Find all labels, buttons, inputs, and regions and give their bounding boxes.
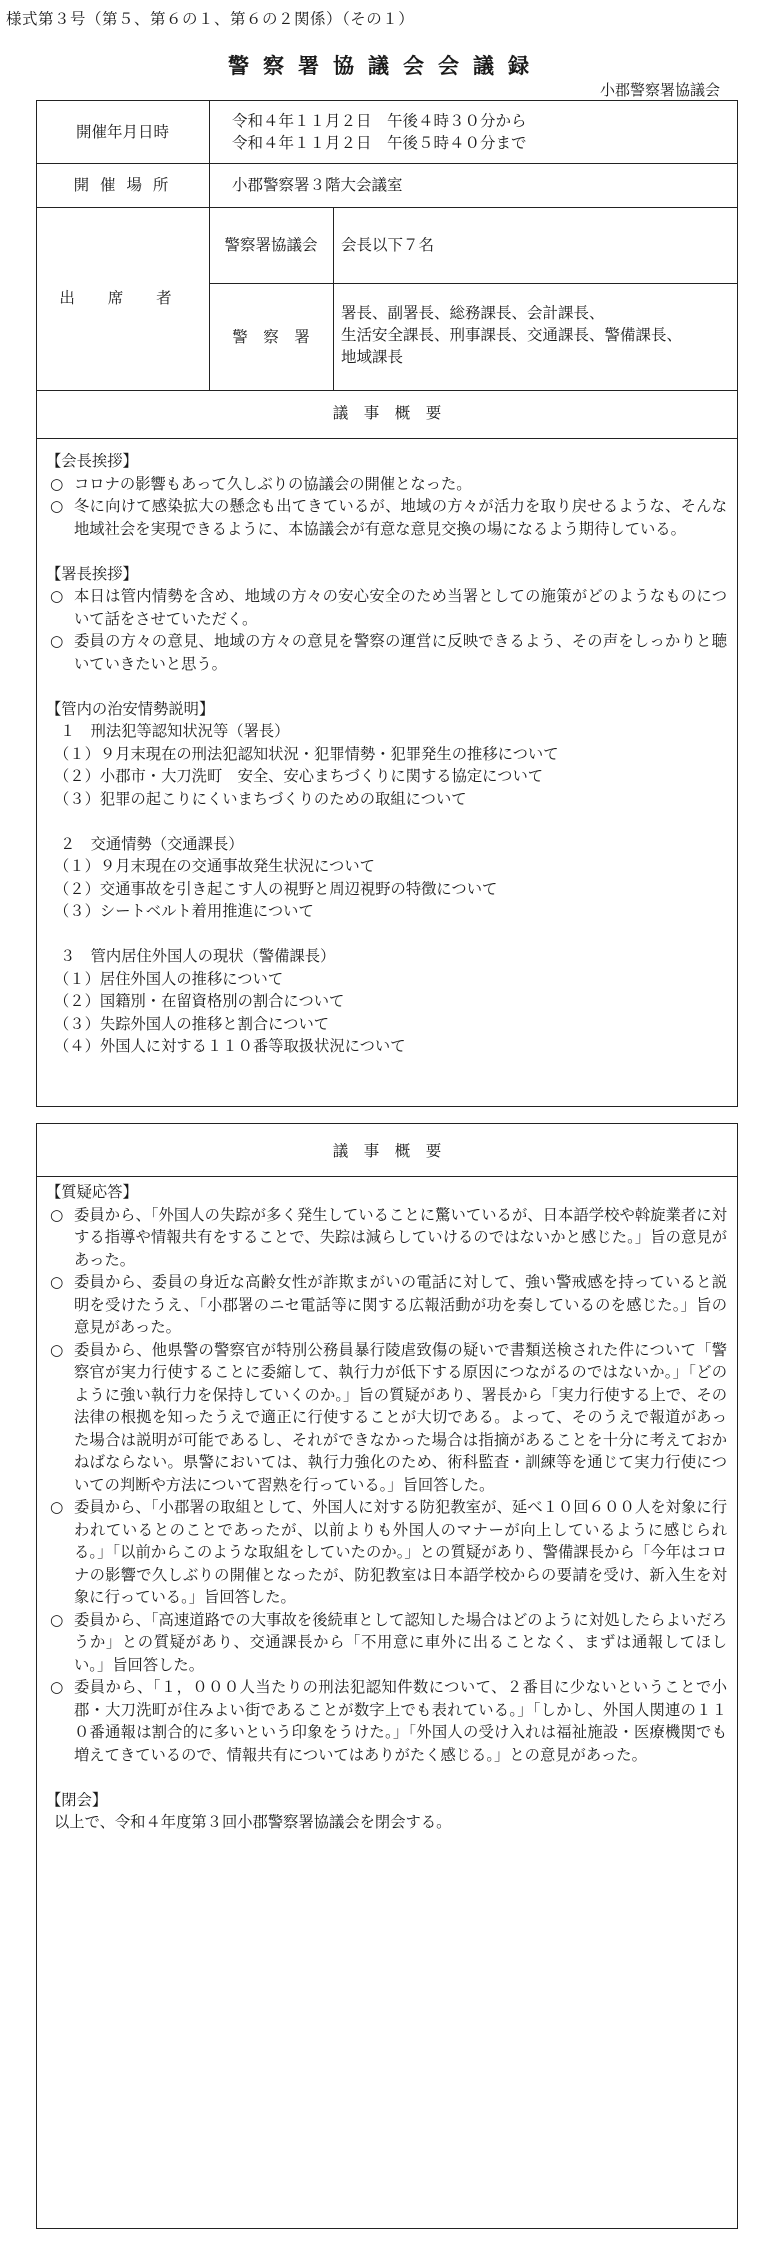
section-heading-close: 【閉会】 [46,1790,108,1809]
summary-heading-2: 議 事 概 要 [332,1142,442,1160]
group-title: ３ 管内居住外国人の現状（警備課長） [60,947,336,965]
list-item: ○ 委員から、「外国人の失踪が多く発生していることに驚いているが、日本語学校や斡旋業者に対する指導や情報共有をすることで、失踪は減らしていけるのではないかと感じた。」旨の意見があった。 [46,1204,727,1272]
attendees-label: 出 席 者 [59,289,186,307]
police-label: 警 察 署 [232,328,310,346]
place-value: 小郡警察署３階大会議室 [232,176,403,194]
form-number: 様式第３号（第５、第６の１、第６の２関係）（その１） [6,10,415,28]
section-heading-qa: 【質疑応答】 [46,1183,138,1201]
date-value-start: 令和４年１１月２日 午後４時３０分から [232,112,527,130]
closing-text: 以上で、令和４年度第３回小郡警察署協議会を閉会する。 [54,1813,452,1831]
list-item: ○ 委員から、委員の身近な高齢女性が詐欺まがいの電話に対して、強い警戒感を持っていると説明を受けたうえ、「小郡署のニセ電話等に関する広報活動が功を奏しているのを感じた。」旨の意見があった。 [46,1271,727,1339]
bullet-icon: ○ [50,1678,64,1696]
section-heading-chief: 【署長挨拶】 [46,564,138,583]
list-item: ○ コロナの影響もあって久しぶりの協議会の開催となった。 [46,473,727,496]
bullet-icon: ○ [50,474,64,493]
group-title: １ 刑法犯等認知状況等（署長） [60,722,290,740]
list-item: （３）シートベルト着用推進について [54,902,314,920]
bullet-icon: ○ [50,1273,64,1291]
list-item: ○ 委員から、「１，０００人当たりの刑法犯認知件数について、２番目に少ないということで小郡・大刀洗町が住みよい街であることが数字上でも表れている。」「しかし、外国人関連の１１０番通報は割合的に多いという印象をうけた。」「外国人の受け入れは福祉施設・医療機関でも増えてきているので、情報共有についてはありがたく感じる。」との意見があった。 [46,1676,727,1766]
list-item: （３）犯罪の起こりにくいまちづくりのための取組について [54,789,467,808]
police-value-line2: 生活安全課長、刑事課長、交通課長、警備課長、 [341,326,683,344]
police-value-line3: 地域課長 [341,348,404,366]
list-item: ○ 冬に向けて感染拡大の懸念も出てきているが、地域の方々が活力を取り戻せるような、そんな地域社会を実現できるように、本協議会が有意な意見交換の場になるよう期待している。 [46,495,727,540]
list-item: （１）居住外国人の推移について [54,969,284,988]
bullet-icon: ○ [50,1340,64,1359]
bullet-icon: ○ [50,587,64,605]
date-value-end: 令和４年１１月２日 午後５時４０分まで [232,134,527,152]
document-title: 警察署協議会会議録 [228,53,543,78]
list-item: （１）９月末現在の交通事故発生状況について [54,857,375,875]
group-title: ２ 交通情勢（交通課長） [60,834,244,853]
section-heading-security: 【管内の治安情勢説明】 [46,699,215,718]
council-label: 警察署協議会 [224,236,318,254]
council-value: 会長以下７名 [341,236,435,254]
list-item: （３）失踪外国人の推移と割合について [54,1014,330,1033]
bullet-icon: ○ [50,1205,64,1224]
summary-heading: 議 事 概 要 [332,404,442,422]
organization-name: 小郡警察署協議会 [599,81,720,99]
police-value-line1: 署長、副署長、総務課長、会計課長、 [341,304,605,322]
summary-content-1 [46,450,727,1058]
list-item: ○ 委員から、「高速道路での大事故を後続車として認知した場合はどのように対処したらよいだろうか」との質疑があり、交通課長から「不用意に車外に出ることなく、まずは通報してほしい。」旨回答した。 [46,1609,727,1677]
section-heading-chair: 【会長挨拶】 [46,452,138,470]
bullet-icon: ○ [50,1498,64,1516]
list-item: （２）交通事故を引き起こす人の視野と周辺視野の特徴について [54,879,498,898]
list-item: （２）小郡市・大刀洗町 安全、安心まちづくりに関する協定について [54,767,544,785]
list-item: （４）外国人に対する１１０番等取扱状況について [54,1037,406,1055]
list-item: ○ 委員から、「小郡署の取組として、外国人に対する防犯教室が、延べ１０回６００人を対象に行われているとのことであったが、以前よりも外国人のマナーが向上しているように感じられる。」「以前からこのような取組をしていたのか。」との質疑があり、警備課長から「今年はコロナの影響で久しぶりの開催となったが、防犯教室は日本語学校からの要請を受け、新入生を対象に行っている。」旨回答した。 [46,1496,727,1609]
list-item: （２）国籍別・在留資格別の割合について [54,992,345,1010]
bullet-icon: ○ [50,632,64,650]
list-item: ○ 本日は管内情勢を含め、地域の方々の安心安全のため当署としての施策がどのようなものについて話をさせていただく。 [46,585,727,630]
bullet-icon: ○ [50,1610,64,1629]
list-item: （１）９月末現在の刑法犯認知状況・犯罪情勢・犯罪発生の推移について [54,744,559,763]
place-label: 開 催 場 所 [73,176,172,194]
list-item: ○ 委員から、他県警の警察官が特別公務員暴行陵虐致傷の疑いで書類送検された件について「警察官が実力行使することに委縮して、執行力が低下する原因につながるのではないか。」「どのように強い執行力を保持していくのか。」旨の質疑があり、署長から「実力行使する上で、その法律の根拠を知ったうえで適正に行使することが大切である。よって、そのうえで報道があった場合は説明が可能であるし、それができなかった場合は指摘があることを十分に考えておかねばならない。県警においては、執行力強化のため、術科監査・訓練等を通じて実力行使についての判断や方法について習熟を行っている。」旨回答した。 [46,1339,727,1497]
bullet-icon: ○ [50,497,64,515]
date-label: 開催年月日時 [75,123,169,141]
summary-content-2 [46,1181,727,1834]
list-item: ○ 委員の方々の意見、地域の方々の意見を警察の運営に反映できるよう、その声をしっかりと聴いていきたいと思う。 [46,630,727,675]
